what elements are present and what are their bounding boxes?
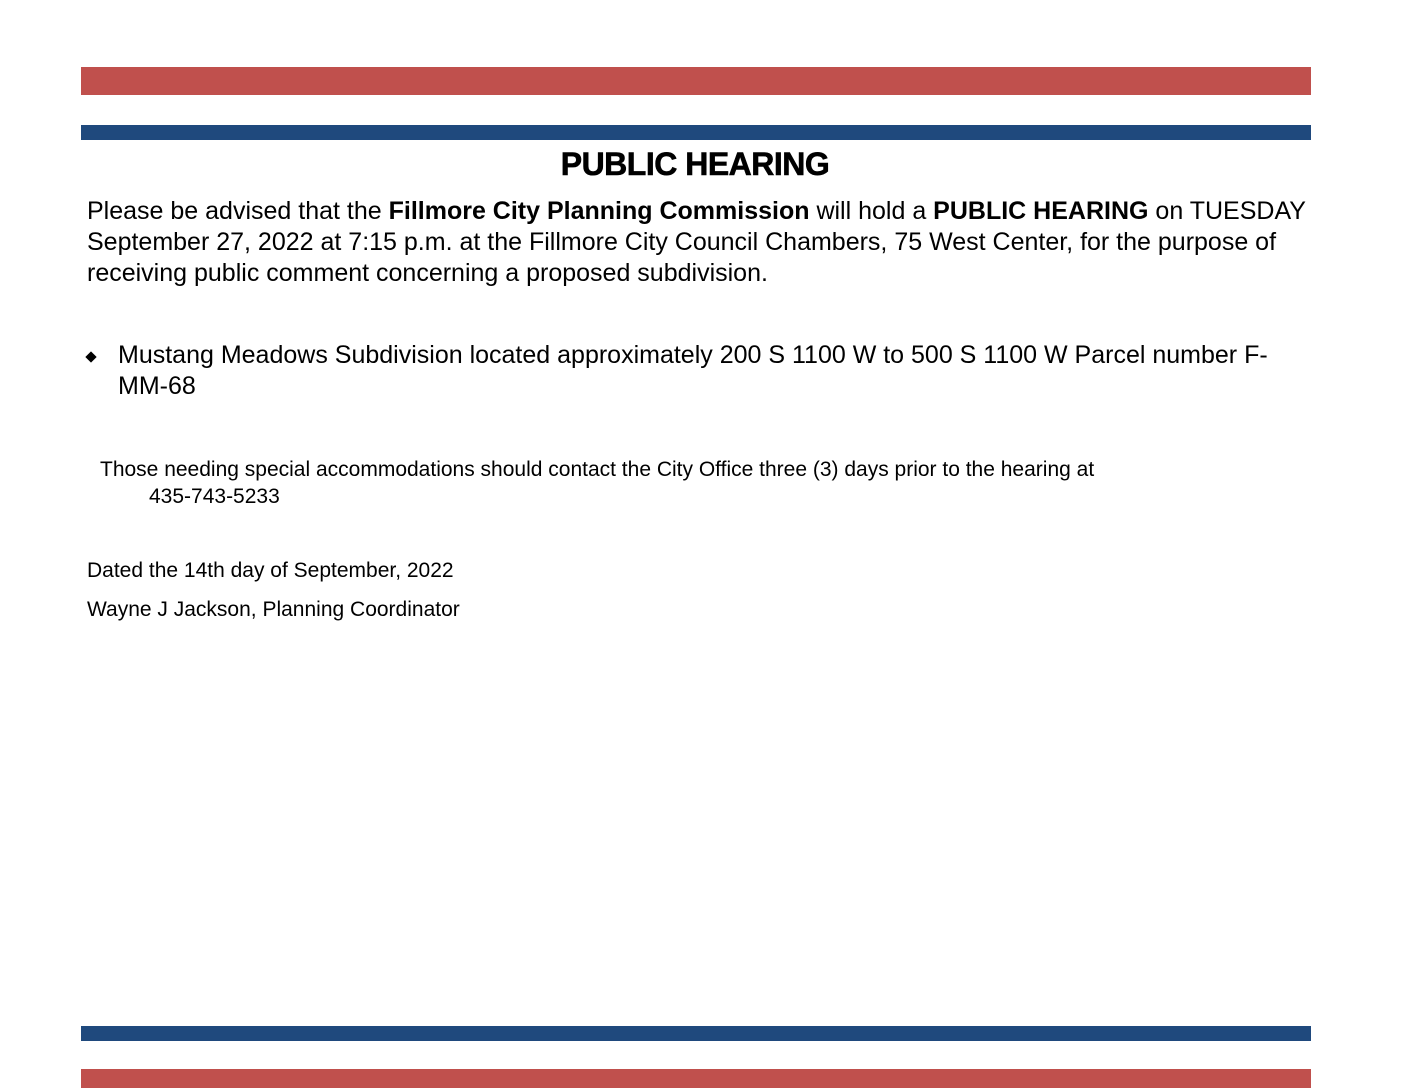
accommodations-note [100,456,1300,510]
intro-text-3: on TUESDAY September 27, 2022 at 7:15 p.m. at the Fillmore City Council Chambers, 75 West Center, for the purpose of receiving public comment concerning a proposed subdivision. [87,197,1306,287]
dated-line: Dated the 14th day of September, 2022 [87,559,454,582]
intro-text-1: Please be advised that the [87,197,389,225]
subdivision-list [87,340,1317,402]
intro-paragraph [87,196,1317,289]
diamond-bullet-icon [85,351,96,362]
commission-name: Fillmore City Planning Commission [388,197,810,225]
accommodations-text: Those needing special accommodations should contact the City Office three (3) days prior to the hearing at [100,458,1095,481]
list-item-text: Mustang Meadows Subdivision located approximately 200 S 1100 W to 500 S 1100 W Parcel number F-MM-68 [118,341,1268,400]
top-red-stripe [81,67,1311,95]
top-blue-stripe [81,125,1311,140]
bottom-blue-stripe [81,1026,1311,1041]
list-item [87,340,1317,402]
page-title: PUBLIC HEARING [560,146,830,182]
hearing-label: PUBLIC HEARING [933,197,1149,225]
intro-text-2: will hold a [809,197,934,225]
bottom-red-stripe [81,1069,1311,1088]
phone-number: 435-743-5233 [149,485,280,508]
signature-line: Wayne J Jackson, Planning Coordinator [87,598,460,621]
